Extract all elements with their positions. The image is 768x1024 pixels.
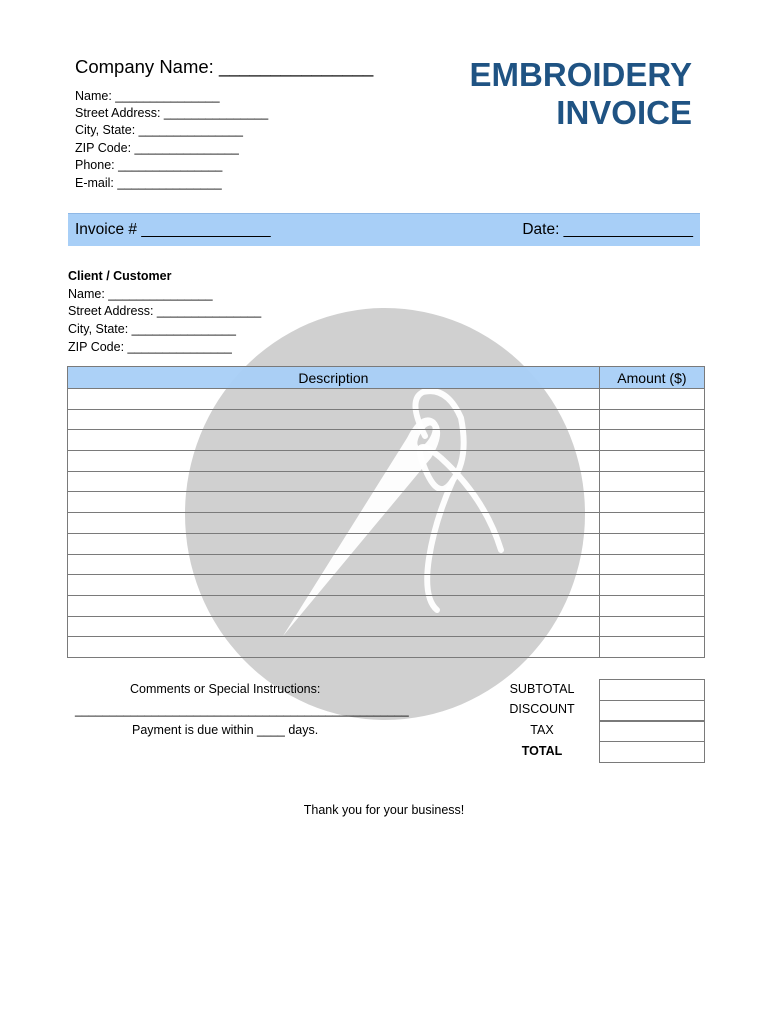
- table-row: [68, 616, 705, 637]
- table-row: [68, 637, 705, 658]
- amount-cell: [599, 595, 704, 616]
- table-row: [68, 409, 705, 430]
- table-row: [68, 513, 705, 534]
- description-cell: [68, 409, 600, 430]
- amount-cell: [599, 513, 704, 534]
- payment-terms: Payment is due within ____ days.: [132, 723, 319, 737]
- line-items-body: [68, 389, 705, 658]
- tax-label: TAX: [530, 723, 554, 737]
- amount-cell: [599, 616, 704, 637]
- description-cell: [68, 513, 600, 534]
- table-row: [68, 492, 705, 513]
- table-header-row: [68, 367, 705, 389]
- amount-cell: [599, 492, 704, 513]
- description-cell: [68, 471, 600, 492]
- table-row: [68, 471, 705, 492]
- amount-column-header: Amount ($): [599, 367, 704, 389]
- table-row: [68, 451, 705, 472]
- client-city-state-field: City, State: _______________: [68, 322, 236, 336]
- amount-cell: [599, 451, 704, 472]
- client-zip-field: ZIP Code: _______________: [68, 340, 232, 354]
- total-label: TOTAL: [521, 744, 563, 758]
- title-line-1: EMBROIDERY: [469, 56, 692, 93]
- invoice-number-bar: [68, 213, 700, 246]
- sender-zip-field: ZIP Code: _______________: [75, 141, 239, 155]
- description-cell: [68, 637, 600, 658]
- table-row: [68, 575, 705, 596]
- amount-cell: [599, 575, 704, 596]
- table-row: [68, 430, 705, 451]
- amount-cell: [599, 533, 704, 554]
- description-cell: [68, 595, 600, 616]
- sender-phone-field: Phone: _______________: [75, 158, 223, 172]
- title-line-2: INVOICE: [556, 94, 692, 131]
- amount-cell: [599, 389, 704, 410]
- client-heading: Client / Customer: [68, 269, 172, 283]
- document-title: [392, 56, 692, 132]
- thank-you-message: Thank you for your business!: [303, 803, 465, 817]
- table-row: [68, 389, 705, 410]
- discount-label: DISCOUNT: [509, 702, 575, 716]
- invoice-number-field: Invoice # _______________: [75, 221, 271, 238]
- invoice-date-field: Date: _______________: [522, 221, 693, 238]
- description-cell: [68, 533, 600, 554]
- company-name-field: Company Name: _______________: [75, 56, 374, 77]
- description-cell: [68, 451, 600, 472]
- subtotal-label: SUBTOTAL: [509, 682, 575, 696]
- description-cell: [68, 389, 600, 410]
- amount-cell: [599, 430, 704, 451]
- discount-value-box: [599, 700, 705, 722]
- sender-name-field: Name: _______________: [75, 89, 220, 103]
- total-value-box: [599, 741, 705, 763]
- amount-cell: [599, 409, 704, 430]
- description-column-header: Description: [68, 367, 600, 389]
- table-row: [68, 533, 705, 554]
- description-cell: [68, 554, 600, 575]
- sender-city-state-field: City, State: _______________: [75, 123, 243, 137]
- client-street-field: Street Address: _______________: [68, 304, 262, 318]
- line-items-table: [67, 366, 705, 658]
- description-cell: [68, 575, 600, 596]
- description-cell: [68, 492, 600, 513]
- amount-cell: [599, 554, 704, 575]
- description-cell: [68, 430, 600, 451]
- comments-label: Comments or Special Instructions:: [130, 682, 321, 696]
- table-row: [68, 554, 705, 575]
- tax-value-box: [599, 720, 705, 742]
- client-name-field: Name: _______________: [68, 287, 213, 301]
- amount-cell: [599, 471, 704, 492]
- table-row: [68, 595, 705, 616]
- comments-field: ________________________________________________: [75, 703, 409, 717]
- sender-street-field: Street Address: _______________: [75, 106, 269, 120]
- amount-cell: [599, 637, 704, 658]
- description-cell: [68, 616, 600, 637]
- sender-email-field: E-mail: _______________: [75, 176, 222, 190]
- subtotal-value-box: [599, 679, 705, 701]
